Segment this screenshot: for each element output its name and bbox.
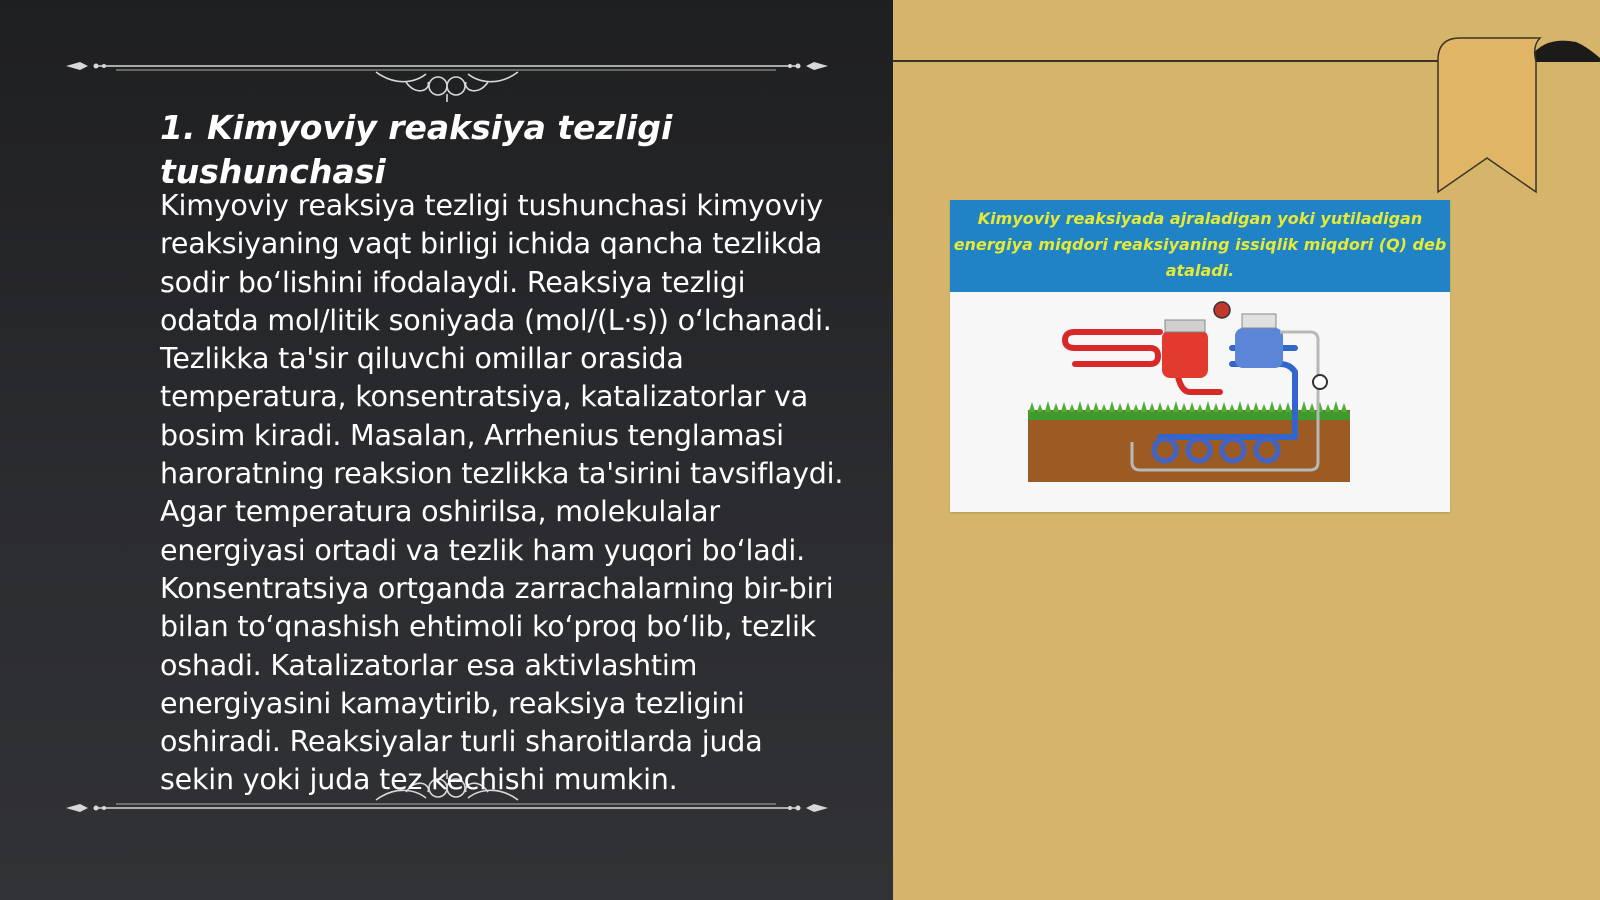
- slide-body-text: Kimyoviy reaksiya tezligi tushunchasi kimyoviy reaksiyaning vaqt birligi ichida qancha tezlikda sodir bo‘lishini ifodalaydi. Reaksiya tezligi odatda mol/litik soniyada (mol/(L·s)) o‘lchanadi. Tezlikka ta'sir qiluvchi omillar orasida temperatura, konsentratsiya, katalizatorlar va bosim kiradi. Masalan, Arrhenius tenglamasi haroratning reaksion tezlikka ta'sirini tavsiflaydi. Agar temperatura oshirilsa, molekulalar energiyasi ortadi va tezlik ham yuqori bo‘ladi. Konsentratsiya ortganda zarrachalarning bir-biri bilan to‘qnashish ehtimoli ko‘proq bo‘lib, tezlik oshadi. Katalizatorlar esa aktivlashtim energiyasini kamaytirib, reaksiya tezligini oshiradi. Reaksiyalar turli sharoitlarda juda sekin yoki juda tez kechishi mumkin.: [160, 189, 844, 797]
- bookmark-ribbon-icon: [1436, 36, 1600, 200]
- image-caption: Kimyoviy reaksiyada ajraladigan yoki yutiladigan energiya miqdori reaksiyaning issiqlik miqdori (Q) deb ataladi.: [950, 200, 1450, 292]
- horizontal-rule: [893, 60, 1438, 62]
- top-ornament-divider: [66, 42, 828, 102]
- heat-pump-diagram: [950, 292, 1450, 512]
- slide-title: 1. Kimyoviy reaksiya tezligi tushunchasi: [160, 108, 673, 191]
- reaction-heat-illustration: [950, 200, 1450, 512]
